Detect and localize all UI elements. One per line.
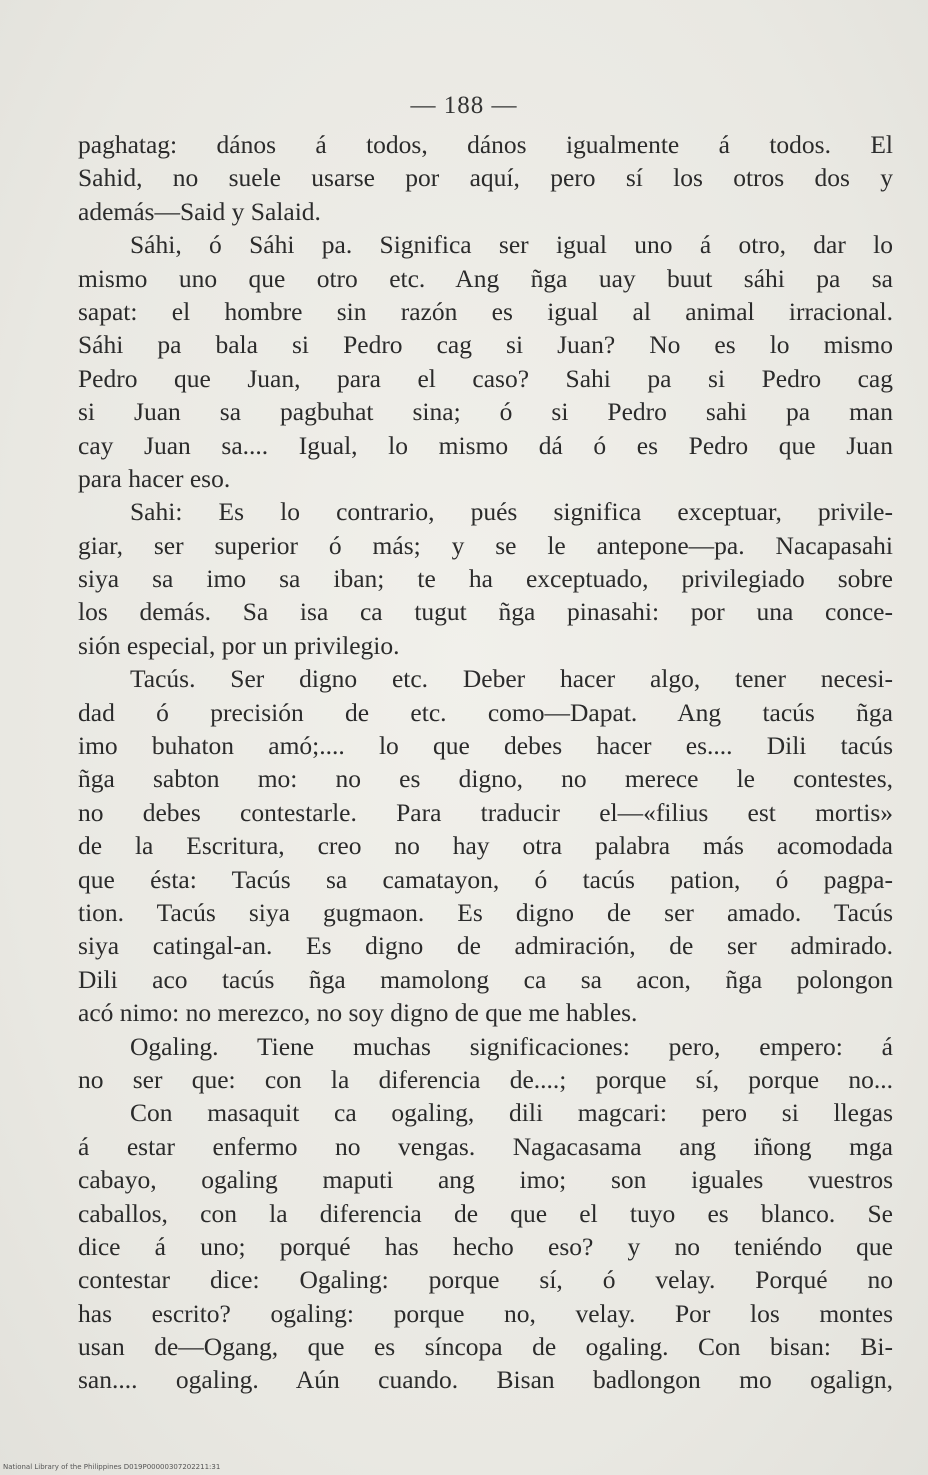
text-line: dice á uno; porqué has hecho eso? y no teniéndo que xyxy=(78,1231,893,1261)
text-line: los demás. Sa isa ca tugut ñga pinasahi: por una conce- xyxy=(78,597,893,627)
text-line: de la Escritura, creo no hay otra palabra más acomodada xyxy=(78,831,893,861)
text-line: para hacer eso. xyxy=(78,463,231,493)
text-line: sapat: el hombre sin razón es igual al animal irracional. xyxy=(78,296,893,326)
scan-footer: National Library of the Philippines D019P00000307202211:31 xyxy=(3,1463,221,1471)
text-line: caballos, con la diferencia de que el tuyo es blanco. Se xyxy=(78,1198,893,1228)
text-line: Pedro que Juan, para el caso? Sahi pa si Pedro cag xyxy=(78,363,893,393)
text-line: siya catingal-an. Es digno de admiración, de ser admirado. xyxy=(78,931,893,961)
text-line: Sáhi, ó Sáhi pa. Significa ser igual uno á otro, dar lo xyxy=(130,230,893,260)
text-line: ñga sabton mo: no es digno, no merece le contestes, xyxy=(78,764,893,794)
text-line: si Juan sa pagbuhat sina; ó si Pedro sahi pa man xyxy=(78,397,893,427)
text-line: Tacús. Ser digno etc. Deber hacer algo, tener necesi- xyxy=(130,664,893,694)
text-line: no debes contestarle. Para traducir el—«filius est mortis» xyxy=(78,797,893,827)
text-line: Ogaling. Tiene muchas significaciones: pero, empero: á xyxy=(130,1031,893,1061)
text-line: paghatag: dános á todos, dános igualmente á todos. El xyxy=(78,130,893,159)
text-line: usan de—Ogang, que es síncopa de ogaling. Con bisan: Bi- xyxy=(78,1332,893,1362)
text-line: acó nimo: no merezco, no soy digno de que me hables. xyxy=(78,998,638,1028)
text-line: mismo uno que otro etc. Ang ñga uay buut sáhi pa sa xyxy=(78,263,893,293)
text-line: Dili aco tacús ñga mamolong ca sa acon, ñga polongon xyxy=(78,964,893,994)
text-line: dad ó precisión de etc. como—Dapat. Ang tacús ñga xyxy=(78,697,893,727)
text-line: siya sa imo sa iban; te ha exceptuado, privilegiado sobre xyxy=(78,564,893,594)
page-number: — 188 — xyxy=(410,92,518,119)
text-line: cabayo, ogaling maputi ang imo; son iguales vuestros xyxy=(78,1165,893,1195)
text-line: imo buhaton amó;.... lo que debes hacer es.... Dili tacús xyxy=(78,731,893,761)
text-line: además—Said y Salaid. xyxy=(78,196,321,226)
text-line: tion. Tacús siya gugmaon. Es digno de ser amado. Tacús xyxy=(78,897,893,927)
text-line: san.... ogaling. Aún cuando. Bisan badlongon mo ogalign, xyxy=(78,1365,893,1395)
text-line: Sahid, no suele usarse por aquí, pero sí los otros dos y xyxy=(78,163,893,193)
text-line: contestar dice: Ogaling: porque sí, ó velay. Porqué no xyxy=(78,1265,893,1295)
text-line: Sahi: Es lo contrario, pués significa exceptuar, privile- xyxy=(130,497,893,527)
text-line: á estar enfermo no vengas. Nagacasama ang iñong mga xyxy=(78,1131,893,1161)
text-line: cay Juan sa.... Igual, lo mismo dá ó es Pedro que Juan xyxy=(78,430,893,460)
text-line: Sáhi pa bala si Pedro cag si Juan? No es lo mismo xyxy=(78,330,893,360)
text-line: no ser que: con la diferencia de....; porque sí, porque no... xyxy=(78,1064,893,1094)
text-line: has escrito? ogaling: porque no, velay. Por los montes xyxy=(78,1298,893,1328)
text-line: Con masaquit ca ogaling, dili magcari: pero si llegas xyxy=(130,1098,893,1128)
text-line: sión especial, por un privilegio. xyxy=(78,630,400,660)
text-line: giar, ser superior ó más; y se le antepone—pa. Nacapasahi xyxy=(78,530,893,560)
body-text xyxy=(78,128,893,1397)
text-line: que ésta: Tacús sa camatayon, ó tacús pation, ó pagpa- xyxy=(78,864,893,894)
